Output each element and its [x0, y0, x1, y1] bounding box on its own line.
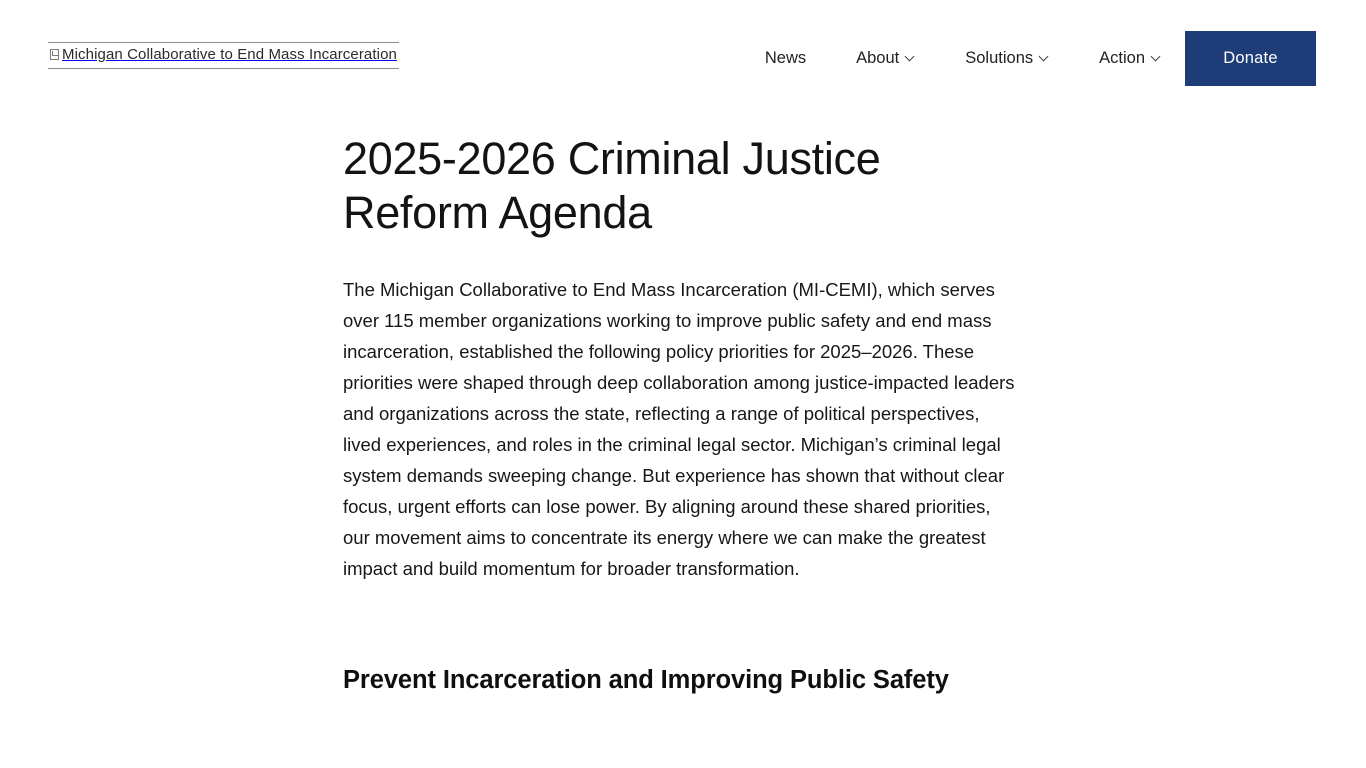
page-title: 2025-2026 Criminal Justice Reform Agenda: [343, 133, 881, 238]
nav-item-about[interactable]: [831, 44, 940, 72]
main-content: [343, 132, 1023, 698]
site-logo-link[interactable]: [50, 44, 397, 66]
nav-item-solutions-label: Solutions: [965, 49, 1034, 67]
site-logo-broken-image: [50, 45, 397, 65]
chevron-down-icon: [1152, 52, 1161, 61]
donate-button-label: Donate: [1223, 49, 1278, 67]
nav-item-news[interactable]: [740, 44, 831, 72]
nav-item-solutions[interactable]: [940, 44, 1074, 72]
chevron-down-icon: [906, 52, 915, 61]
intro-paragraph: The Michigan Collaborative to End Mass Incarceration (MI-CEMI), which serves over 115 member organizations working to improve public safety and end mass incarceration, established the following policy priorities for 2025–2026. These priorities were shaped through deep collaboration among justice-impacted leaders and organizations across the state, reflecting a range of political perspectives, lived experiences, and roles in the criminal legal sector. Michigan’s criminal legal system demands sweeping change. But experience has shown that without clear focus, urgent efforts can lose power. By aligning around these shared priorities, our movement aims to concentrate its energy where we can make the greatest impact and build momentum for broader transformation.: [343, 279, 1015, 579]
nav-item-about-label: About: [856, 49, 900, 67]
broken-image-icon: [50, 49, 59, 60]
nav-item-action[interactable]: [1074, 44, 1186, 72]
primary-navigation: [740, 44, 1186, 72]
site-header: [0, 0, 1366, 105]
donate-button[interactable]: [1185, 31, 1316, 86]
nav-item-action-label: Action: [1099, 49, 1145, 67]
nav-item-news-label: News: [764, 49, 807, 67]
site-logo-alt-text: Michigan Collaborative to End Mass Incarceration: [62, 46, 397, 63]
chevron-down-icon: [1040, 52, 1049, 61]
section-heading-prevent-incarceration: Prevent Incarceration and Improving Public Safety: [343, 666, 949, 694]
